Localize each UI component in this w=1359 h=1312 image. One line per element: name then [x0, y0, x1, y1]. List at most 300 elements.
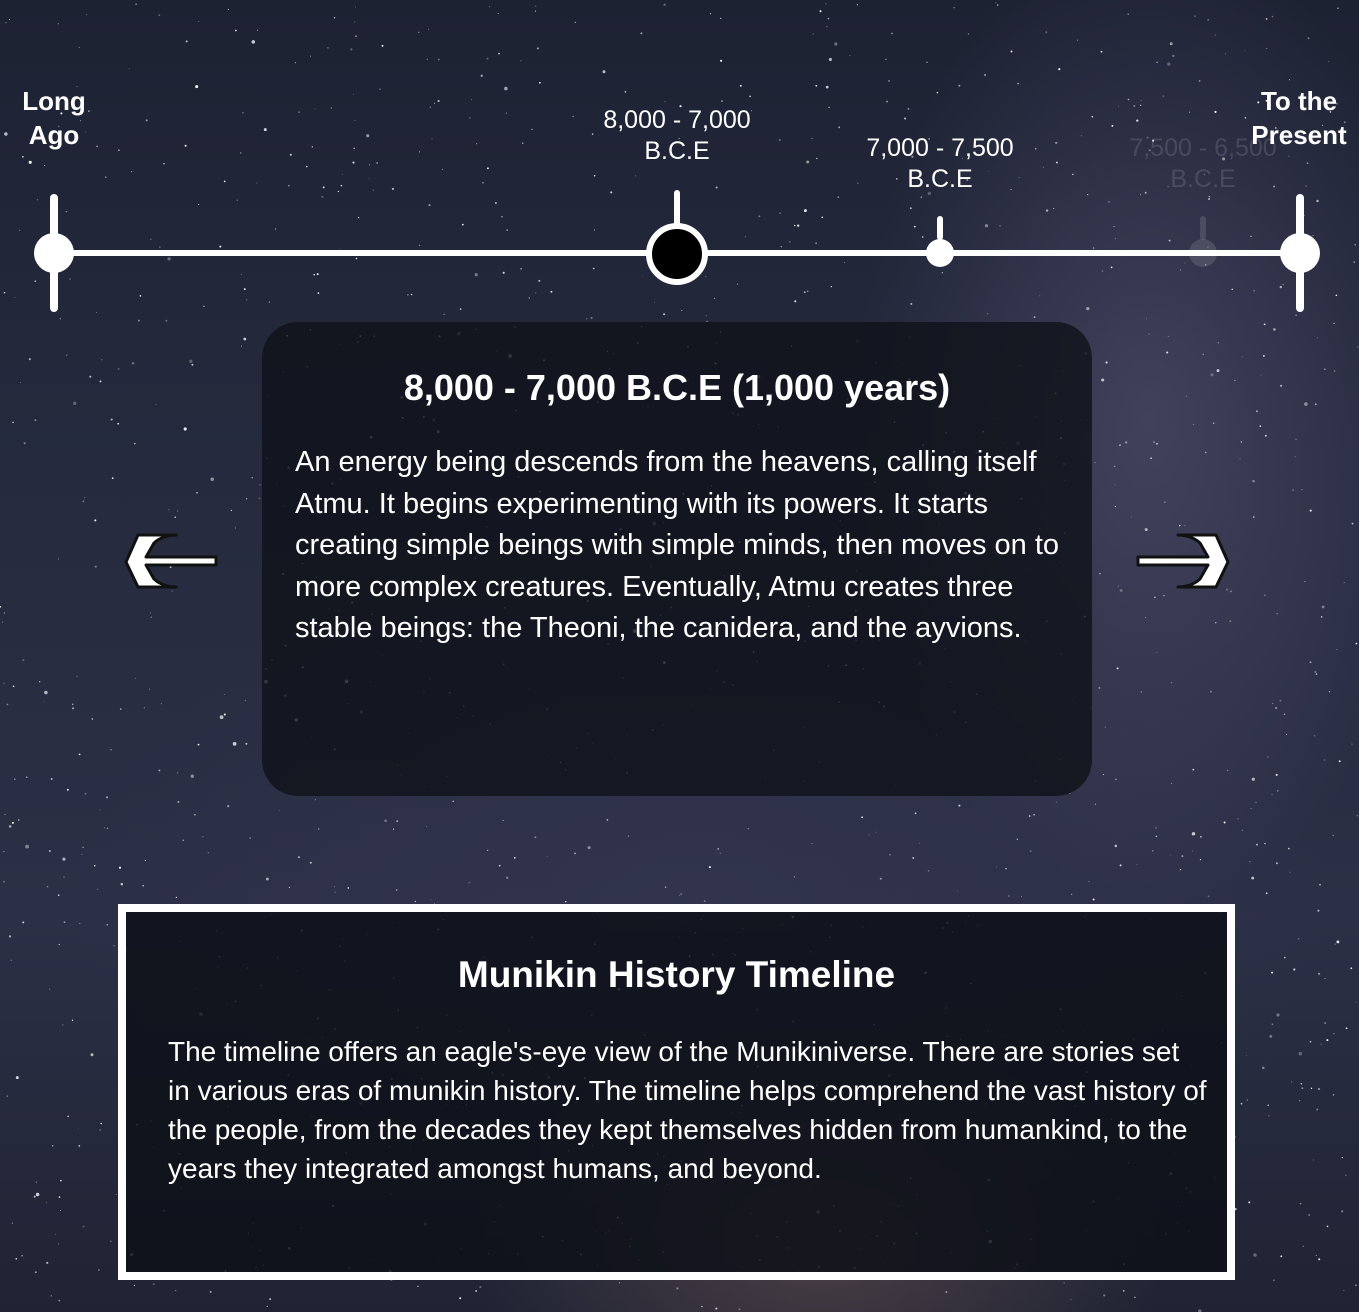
- star: [1232, 289, 1233, 290]
- star: [1227, 770, 1228, 771]
- star: [289, 887, 290, 888]
- star: [7, 1095, 9, 1097]
- star: [1276, 862, 1278, 864]
- star: [957, 891, 958, 892]
- star: [369, 164, 370, 165]
- star: [321, 196, 323, 198]
- star: [921, 196, 923, 198]
- star: [1276, 774, 1278, 776]
- star: [716, 186, 718, 188]
- star: [514, 857, 516, 859]
- timeline-end-node: [1280, 233, 1320, 273]
- star: [220, 715, 224, 719]
- star: [1249, 861, 1250, 862]
- star: [288, 185, 290, 187]
- star: [1156, 443, 1158, 445]
- star: [1276, 1013, 1279, 1016]
- star: [1319, 884, 1321, 886]
- star: [198, 204, 199, 205]
- star: [498, 13, 499, 14]
- star: [995, 2, 996, 3]
- star: [1259, 425, 1261, 427]
- star: [1333, 835, 1335, 837]
- star: [475, 273, 478, 276]
- star: [171, 590, 172, 591]
- star: [619, 1282, 620, 1283]
- star: [112, 477, 114, 479]
- star: [1313, 1159, 1314, 1160]
- star: [487, 850, 488, 851]
- star: [1306, 185, 1307, 186]
- star: [1277, 613, 1278, 614]
- star: [19, 230, 20, 231]
- star: [547, 856, 548, 857]
- star: [11, 960, 12, 961]
- star: [1120, 589, 1123, 592]
- star: [227, 805, 229, 807]
- star: [1284, 957, 1286, 959]
- star: [58, 558, 59, 559]
- star: [861, 816, 863, 818]
- star: [1184, 262, 1185, 263]
- star: [1334, 943, 1336, 945]
- star: [469, 882, 471, 884]
- star: [679, 895, 680, 896]
- star: [418, 32, 419, 33]
- star: [290, 154, 292, 156]
- star: [610, 191, 612, 193]
- star: [1252, 778, 1255, 781]
- star: [1353, 261, 1355, 263]
- star: [84, 497, 85, 498]
- star: [1045, 31, 1047, 33]
- star: [373, 189, 374, 190]
- star: [1200, 836, 1202, 838]
- star: [106, 924, 108, 926]
- star: [1167, 62, 1170, 65]
- star: [1200, 859, 1201, 860]
- star: [426, 826, 427, 827]
- star: [142, 885, 144, 887]
- star: [1301, 1087, 1303, 1089]
- star: [219, 246, 221, 248]
- star: [334, 17, 336, 19]
- star: [58, 23, 59, 24]
- star: [52, 1145, 54, 1147]
- star: [327, 47, 329, 49]
- star: [18, 819, 19, 820]
- star: [475, 1290, 477, 1292]
- star: [243, 338, 246, 341]
- star: [1318, 1258, 1320, 1260]
- star: [77, 676, 78, 677]
- star: [113, 945, 114, 946]
- star: [306, 166, 308, 168]
- star: [1242, 356, 1243, 357]
- star: [1148, 334, 1149, 335]
- star: [459, 1297, 461, 1299]
- star: [1299, 1100, 1300, 1101]
- next-era-button[interactable]: [1134, 532, 1230, 590]
- star: [1253, 290, 1255, 292]
- star: [826, 86, 829, 89]
- star: [35, 1271, 37, 1273]
- star: [396, 820, 398, 822]
- star: [67, 1115, 69, 1117]
- star: [224, 694, 225, 695]
- star: [266, 878, 269, 881]
- star: [1239, 458, 1240, 459]
- star: [89, 376, 91, 378]
- star: [16, 1076, 19, 1079]
- star: [1117, 667, 1119, 669]
- star: [654, 302, 655, 303]
- star: [1303, 1245, 1305, 1247]
- era-label-3[interactable]: 7,500 - 6,500 B.C.E: [1129, 134, 1277, 193]
- star: [195, 85, 198, 88]
- star: [1150, 457, 1152, 459]
- star: [997, 4, 999, 6]
- star: [34, 1196, 36, 1198]
- previous-era-button[interactable]: [124, 532, 220, 590]
- star: [275, 228, 276, 229]
- star: [58, 894, 60, 896]
- star: [705, 276, 706, 277]
- star: [4, 132, 7, 135]
- star: [318, 292, 320, 294]
- star: [91, 1053, 94, 1056]
- star: [1316, 1255, 1317, 1256]
- star: [224, 181, 226, 183]
- star: [241, 274, 242, 275]
- star: [1101, 378, 1104, 381]
- star: [1324, 978, 1325, 979]
- star: [323, 186, 325, 188]
- star: [1321, 1044, 1322, 1045]
- star: [1215, 622, 1216, 623]
- star: [1316, 200, 1318, 202]
- star: [1356, 643, 1358, 645]
- star: [1056, 802, 1057, 803]
- star: [158, 769, 160, 771]
- star: [118, 368, 120, 370]
- star: [100, 1123, 102, 1125]
- star: [22, 921, 24, 923]
- star: [60, 318, 61, 319]
- star: [352, 162, 354, 164]
- star: [1081, 135, 1082, 136]
- star: [880, 878, 882, 880]
- star: [628, 836, 629, 837]
- star: [1265, 435, 1267, 437]
- star: [720, 60, 722, 62]
- star: [538, 280, 540, 282]
- star: [1295, 456, 1296, 457]
- star: [257, 30, 258, 31]
- star: [9, 825, 12, 828]
- star: [1272, 1023, 1274, 1025]
- star: [1005, 868, 1006, 869]
- star: [1269, 1035, 1272, 1038]
- star: [826, 26, 827, 27]
- star: [20, 382, 21, 383]
- star: [701, 1306, 703, 1308]
- star: [904, 118, 906, 120]
- star: [1272, 16, 1274, 18]
- star: [1134, 1297, 1135, 1298]
- star: [506, 229, 508, 231]
- star: [69, 278, 71, 280]
- star: [1282, 284, 1283, 285]
- star: [97, 889, 98, 890]
- star: [427, 59, 428, 60]
- star: [603, 70, 606, 73]
- star: [110, 1241, 111, 1242]
- star: [62, 858, 65, 861]
- star: [107, 828, 109, 830]
- star: [1039, 295, 1040, 296]
- star: [177, 772, 178, 773]
- star: [1119, 444, 1121, 446]
- star: [709, 866, 711, 868]
- era-marker-3[interactable]: [1189, 239, 1217, 267]
- star: [1273, 328, 1276, 331]
- era-marker-2[interactable]: [926, 239, 954, 267]
- star: [111, 419, 113, 421]
- star: [1192, 769, 1194, 771]
- star: [64, 921, 66, 923]
- star: [1326, 1039, 1328, 1041]
- star: [719, 852, 721, 854]
- event-card: [262, 322, 1092, 796]
- star: [177, 801, 179, 803]
- star: [1101, 51, 1103, 53]
- star: [1111, 125, 1113, 127]
- star: [1327, 1226, 1329, 1228]
- star: [1115, 845, 1118, 848]
- star: [210, 1291, 212, 1293]
- star: [3, 881, 5, 883]
- star: [1071, 894, 1072, 895]
- star: [1242, 830, 1244, 832]
- star: [1108, 201, 1109, 202]
- star: [1105, 727, 1106, 728]
- star: [0, 606, 1, 608]
- star: [161, 703, 162, 704]
- star: [789, 241, 790, 242]
- star: [1289, 79, 1290, 80]
- star: [334, 886, 335, 887]
- star: [968, 33, 969, 34]
- star: [59, 1196, 61, 1198]
- star: [1171, 682, 1172, 683]
- star: [98, 1269, 99, 1270]
- star: [1310, 661, 1312, 663]
- star: [1058, 68, 1060, 70]
- star: [1291, 1081, 1292, 1082]
- star: [430, 899, 431, 900]
- star: [1312, 235, 1313, 236]
- star: [1043, 167, 1044, 168]
- star: [1088, 881, 1090, 883]
- star: [844, 262, 845, 263]
- star: [779, 212, 780, 213]
- star: [191, 775, 194, 778]
- star: [1341, 1210, 1343, 1212]
- star: [1093, 899, 1095, 901]
- star: [926, 62, 927, 63]
- star: [506, 877, 508, 879]
- right-arrow-icon: [1134, 532, 1230, 590]
- star: [665, 886, 667, 888]
- star: [159, 247, 160, 248]
- star: [1322, 606, 1325, 609]
- star: [717, 848, 719, 850]
- star: [1093, 248, 1094, 249]
- star: [1293, 968, 1295, 970]
- star: [1115, 778, 1117, 780]
- timeline-end-label: To the Present: [1251, 86, 1347, 150]
- star: [1120, 864, 1122, 866]
- star: [1055, 142, 1057, 144]
- star: [312, 146, 313, 147]
- star: [681, 310, 682, 311]
- star: [1334, 370, 1336, 372]
- star: [9, 19, 10, 20]
- star: [1251, 808, 1252, 809]
- star: [1234, 380, 1235, 381]
- star: [891, 33, 893, 35]
- star: [958, 805, 960, 807]
- star: [1029, 815, 1031, 817]
- star: [1318, 973, 1320, 975]
- star: [1095, 804, 1096, 805]
- star: [869, 834, 870, 835]
- star: [4, 814, 5, 815]
- star: [1310, 510, 1312, 512]
- star: [245, 700, 246, 701]
- star: [191, 364, 193, 366]
- star: [1345, 1175, 1346, 1176]
- star: [49, 850, 51, 852]
- star: [452, 801, 453, 802]
- star: [1298, 938, 1300, 940]
- star: [51, 778, 53, 780]
- star: [1277, 790, 1279, 792]
- star: [1034, 316, 1036, 318]
- star: [267, 1306, 268, 1307]
- star: [829, 107, 830, 108]
- star: [358, 217, 360, 219]
- star: [834, 42, 837, 45]
- star: [706, 315, 707, 316]
- star: [318, 828, 319, 829]
- star: [366, 134, 369, 137]
- star: [886, 101, 888, 103]
- star: [29, 358, 31, 360]
- star: [1261, 375, 1262, 376]
- star: [1103, 1294, 1105, 1296]
- star: [954, 7, 955, 8]
- star: [341, 185, 342, 186]
- star: [1171, 783, 1172, 784]
- star: [149, 689, 150, 690]
- star: [393, 829, 394, 830]
- star: [25, 845, 29, 849]
- star: [1199, 80, 1201, 82]
- star: [1156, 836, 1158, 838]
- star: [134, 443, 136, 445]
- star: [779, 139, 781, 141]
- star: [575, 22, 576, 23]
- star: [1114, 466, 1116, 468]
- star: [101, 359, 102, 360]
- star: [721, 100, 722, 101]
- star: [14, 778, 16, 780]
- star: [1056, 162, 1058, 164]
- star: [1299, 1052, 1303, 1056]
- star: [503, 272, 505, 274]
- star: [937, 92, 939, 94]
- star: [1295, 315, 1296, 316]
- star: [1356, 1001, 1357, 1002]
- star: [35, 280, 37, 282]
- star: [1180, 270, 1181, 271]
- star: [86, 14, 87, 15]
- star: [353, 94, 354, 95]
- star: [958, 85, 960, 87]
- era-marker-active[interactable]: [646, 223, 708, 285]
- star: [1094, 462, 1096, 464]
- star: [444, 314, 445, 315]
- star: [1217, 369, 1220, 372]
- star: [60, 1180, 62, 1182]
- star: [704, 900, 706, 902]
- star: [184, 427, 187, 430]
- star: [134, 1285, 135, 1286]
- star: [1273, 1280, 1274, 1281]
- star: [240, 152, 241, 153]
- star: [369, 178, 370, 179]
- star: [1344, 582, 1345, 583]
- star: [479, 1286, 481, 1288]
- star: [815, 85, 817, 87]
- star: [237, 200, 238, 201]
- era-label-1[interactable]: 8,000 - 7,000 B.C.E: [603, 106, 751, 165]
- star: [1271, 794, 1272, 795]
- star: [1314, 671, 1316, 673]
- star: [1210, 373, 1213, 376]
- era-label-2[interactable]: 7,000 - 7,500 B.C.E: [866, 134, 1014, 193]
- star: [942, 272, 943, 273]
- star: [1237, 818, 1238, 819]
- star: [145, 860, 146, 861]
- star: [100, 809, 101, 810]
- star: [1324, 1022, 1326, 1024]
- star: [476, 143, 477, 144]
- star: [82, 847, 83, 848]
- star: [1279, 700, 1281, 702]
- star: [14, 297, 15, 298]
- star: [1352, 523, 1354, 525]
- star: [55, 1234, 56, 1235]
- star: [79, 754, 81, 756]
- star: [384, 820, 387, 823]
- star: [945, 1291, 947, 1293]
- star: [1355, 244, 1356, 245]
- star: [794, 876, 795, 877]
- star: [487, 167, 489, 169]
